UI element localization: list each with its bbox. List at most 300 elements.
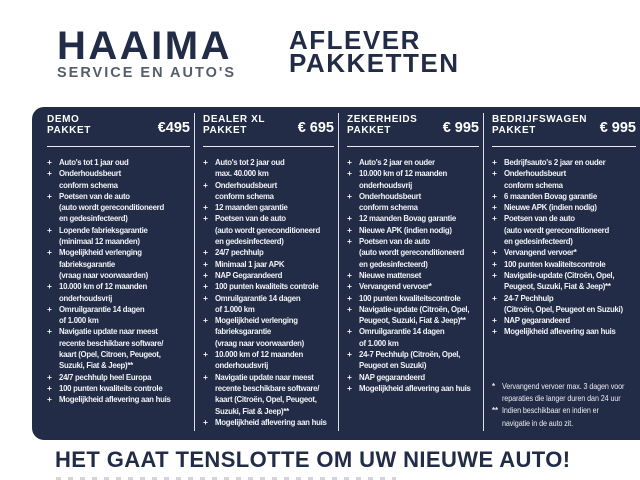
list-item	[347, 315, 479, 326]
list-item-text: kaart (Citroën, Opel, Peugeot,	[215, 394, 317, 405]
list-item-text: Nieuwe APK (indien nodig)	[504, 202, 597, 213]
package-item-list	[347, 157, 479, 394]
list-item	[203, 349, 334, 360]
list-item-text: (vraag naar voorwaarden)	[59, 269, 148, 280]
list-item-text: of 1.000 km	[59, 315, 99, 326]
list-item-text: Vervangend vervoer max. 3 dagen voor	[502, 381, 625, 391]
package-column-zekerheids	[338, 107, 483, 440]
indent-spacer	[203, 191, 215, 202]
list-item	[347, 157, 479, 168]
list-item	[347, 191, 479, 202]
list-item-text: 12 maanden garantie	[215, 202, 288, 213]
footnote-list	[492, 381, 636, 430]
list-item	[203, 417, 334, 428]
indent-spacer	[203, 168, 215, 179]
list-item-text: Mogelijkheid verlenging	[59, 247, 142, 258]
list-item-text: Mogelijkheid verlenging	[215, 315, 298, 326]
plus-bullet-icon: +	[347, 224, 352, 235]
plus-bullet-icon: +	[347, 157, 352, 167]
list-item-text: recente beschikbare software/	[215, 382, 320, 393]
footer-tagline: HET GAAT TENSLOTTE OM UW NIEUWE AUTO!	[55, 447, 571, 472]
list-item	[492, 281, 636, 292]
plus-bullet-icon: +	[47, 326, 52, 337]
plus-bullet-icon: +	[203, 202, 208, 213]
list-item	[492, 326, 636, 337]
list-item-text: Nieuwe APK (indien nodig)	[359, 224, 452, 235]
plus-bullet-icon: +	[47, 281, 52, 292]
list-item-text: Omruilgarantie 14 dagen	[359, 326, 445, 337]
plus-bullet-icon: +	[203, 269, 208, 280]
list-item	[347, 168, 479, 179]
list-item	[203, 372, 334, 383]
plus-bullet-icon: +	[492, 315, 497, 326]
list-item	[492, 202, 636, 213]
list-item	[347, 372, 479, 383]
list-item	[203, 168, 334, 179]
indent-spacer	[492, 180, 504, 191]
page-title	[289, 25, 460, 78]
plus-bullet-icon: +	[203, 157, 208, 167]
list-item	[347, 259, 479, 270]
list-item	[492, 236, 636, 247]
list-item-text: Mogelijkheid aflevering aan huis	[59, 394, 171, 405]
list-item-text: Peugeot, Suzuki, Fiat & Jeep)**	[504, 281, 611, 292]
plus-bullet-icon: +	[492, 157, 497, 167]
list-item	[47, 202, 190, 213]
package-column-demo	[32, 107, 194, 440]
list-item-text: 10.000 km of 12 maanden	[59, 281, 147, 292]
list-item-text: Bedrijfsauto's 2 jaar en ouder	[504, 157, 606, 167]
indent-spacer	[47, 270, 59, 281]
indent-spacer	[492, 304, 504, 315]
list-item-text: (auto wordt gereconditioneerd	[215, 224, 320, 235]
list-item	[203, 293, 334, 304]
list-item	[347, 360, 479, 371]
list-item	[347, 213, 479, 224]
plus-bullet-icon: +	[203, 179, 208, 190]
list-item-text: NAP gegarandeerd	[359, 371, 425, 382]
list-item	[492, 247, 636, 258]
plus-bullet-icon: +	[347, 382, 352, 393]
list-item-text: of 1.000 km	[215, 303, 255, 314]
plus-bullet-icon: +	[203, 258, 208, 269]
asterisk-marker: *	[492, 381, 496, 391]
list-item-text: Navigatie update naar meest	[215, 371, 314, 382]
list-item	[203, 247, 334, 258]
packages-panel	[32, 107, 640, 440]
list-item-text: en gedesinfecteerd)	[59, 213, 128, 224]
list-item-text: Omruilgarantie 14 dagen	[215, 292, 301, 303]
indent-spacer	[47, 236, 59, 247]
list-item	[203, 180, 334, 191]
list-item	[347, 236, 479, 247]
list-item	[492, 259, 636, 270]
package-header	[203, 114, 334, 147]
package-name	[492, 114, 587, 136]
list-item-text: Onderhoudsbeurt	[59, 168, 121, 179]
list-item	[492, 213, 636, 224]
list-item	[492, 418, 636, 430]
list-item	[492, 393, 636, 405]
list-item-text: navigatie in de auto zit.	[502, 418, 574, 428]
plus-bullet-icon: +	[492, 213, 497, 224]
plus-bullet-icon: +	[47, 157, 52, 167]
list-item-text: fabrieksgarantie	[59, 258, 116, 269]
list-item	[492, 168, 636, 179]
list-item	[47, 157, 190, 168]
list-item-text: conform schema	[59, 179, 118, 190]
indent-spacer	[47, 315, 59, 326]
package-name	[47, 114, 91, 136]
package-name-line2: PAKKET	[347, 125, 391, 136]
list-item-text: NAP gegarandeerd	[504, 315, 570, 326]
list-item	[47, 247, 190, 258]
list-item-text: onderhoudsvrij	[359, 179, 413, 190]
plus-bullet-icon: +	[347, 190, 352, 201]
plus-bullet-icon: +	[47, 371, 52, 382]
list-item	[347, 383, 479, 394]
list-item-text: Poetsen van de auto	[504, 213, 575, 224]
list-item	[47, 315, 190, 326]
list-item-text: en gedesinfecteerd)	[215, 236, 284, 247]
plus-bullet-icon: +	[492, 190, 497, 201]
list-item	[492, 405, 636, 417]
plus-bullet-icon: +	[203, 281, 208, 292]
plus-bullet-icon: +	[203, 416, 208, 427]
package-item-list	[203, 157, 334, 428]
plus-bullet-icon: +	[203, 247, 208, 258]
indent-spacer	[47, 293, 59, 304]
indent-spacer	[492, 393, 502, 405]
list-item	[347, 338, 479, 349]
plus-bullet-icon: +	[347, 236, 352, 247]
package-price: € 995	[599, 120, 636, 136]
list-item	[47, 180, 190, 191]
column-divider	[338, 113, 339, 431]
list-item	[492, 225, 636, 236]
list-item-text: 10.000 km of 12 maanden	[359, 168, 447, 179]
list-item-text: 100 punten kwaliteits controle	[215, 281, 319, 292]
indent-spacer	[203, 406, 215, 417]
list-item-text: 100 punten kwaliteitscontrole	[504, 258, 606, 269]
indent-spacer	[47, 338, 59, 349]
indent-spacer	[203, 360, 215, 371]
list-item-text: Navigatie-update (Citroën, Opel,	[504, 269, 615, 280]
plus-bullet-icon: +	[492, 258, 497, 269]
logo-text: HAAIMA	[57, 24, 232, 68]
plus-bullet-icon: +	[347, 269, 352, 280]
indent-spacer	[47, 202, 59, 213]
list-item	[47, 281, 190, 292]
plus-bullet-icon: +	[47, 394, 52, 405]
list-item	[47, 168, 190, 179]
list-item	[47, 326, 190, 337]
list-item	[347, 225, 479, 236]
list-item-text: conform schema	[359, 202, 418, 213]
list-item	[347, 293, 479, 304]
list-item	[347, 349, 479, 360]
list-item-text: (auto wordt gereconditioneerd	[504, 224, 609, 235]
list-item	[47, 349, 190, 360]
list-item-text: 12 maanden Bovag garantie	[359, 213, 456, 224]
package-header	[347, 114, 479, 147]
list-item-text: recente beschikbare software/	[59, 337, 164, 348]
list-item-text: Omruilgarantie 14 dagen	[59, 303, 145, 314]
list-item-text: en gedesinfecteerd)	[359, 258, 428, 269]
list-item-text: conform schema	[504, 179, 563, 190]
list-item	[203, 202, 334, 213]
list-item	[203, 270, 334, 281]
list-item	[47, 191, 190, 202]
list-item	[347, 304, 479, 315]
indent-spacer	[347, 360, 359, 371]
plus-bullet-icon: +	[492, 202, 497, 213]
package-item-list	[492, 157, 636, 338]
list-item	[47, 213, 190, 224]
list-item-text: 24-7 Pechhulp (Citroën, Opel,	[359, 349, 461, 360]
package-name-line1: DEMO	[47, 114, 80, 125]
plus-bullet-icon: +	[492, 247, 497, 258]
list-item	[203, 157, 334, 168]
list-item-text: Peugeot, Suzuki, Fiat & Jeep)**	[359, 315, 466, 326]
list-item-text: max. 40.000 km	[215, 168, 269, 179]
list-item	[203, 259, 334, 270]
list-item-text: (auto wordt gereconditioneerd	[359, 247, 464, 258]
list-item-text: 100 punten kwaliteits controle	[59, 382, 163, 393]
list-item-text: Poetsen van de auto	[59, 190, 130, 201]
package-header	[47, 114, 190, 147]
plus-bullet-icon: +	[347, 213, 352, 224]
list-item	[47, 338, 190, 349]
indent-spacer	[47, 259, 59, 270]
list-item	[47, 293, 190, 304]
page-title-line2: PAKKETTEN	[289, 47, 460, 78]
list-item	[47, 394, 190, 405]
plus-bullet-icon: +	[347, 371, 352, 382]
indent-spacer	[492, 281, 504, 292]
plus-bullet-icon: +	[347, 168, 352, 179]
indent-spacer	[492, 418, 502, 430]
list-item	[203, 281, 334, 292]
plus-bullet-icon: +	[203, 213, 208, 224]
indent-spacer	[47, 213, 59, 224]
plus-bullet-icon: +	[347, 292, 352, 303]
package-name-line1: ZEKERHEIDS	[347, 114, 418, 125]
list-item-text: Suzuki, Fiat & Jeep)**	[59, 360, 133, 371]
list-item-text: Poetsen van de auto	[215, 213, 286, 224]
list-item-text: Vervangend vervoer*	[504, 247, 577, 258]
list-item	[347, 202, 479, 213]
plus-bullet-icon: +	[347, 349, 352, 360]
list-item	[203, 225, 334, 236]
logo-subtitle: SERVICE EN AUTO'S	[57, 65, 236, 81]
indent-spacer	[492, 236, 504, 247]
plus-bullet-icon: +	[347, 281, 352, 292]
package-item-list	[47, 157, 190, 406]
list-item	[492, 157, 636, 168]
list-item-text: (Citroën, Opel, Peugeot en Suzuki)	[504, 303, 623, 314]
indent-spacer	[203, 236, 215, 247]
package-price: €495	[157, 120, 190, 136]
list-item	[492, 270, 636, 281]
plus-bullet-icon: +	[47, 190, 52, 201]
page-title-line1: AFLEVER	[289, 25, 421, 55]
list-item	[203, 326, 334, 337]
list-item	[203, 383, 334, 394]
indent-spacer	[347, 180, 359, 191]
list-item	[203, 315, 334, 326]
package-column-bedrijfswagen	[483, 107, 640, 440]
list-item	[347, 247, 479, 258]
list-item-text: (minimaal 12 maanden)	[59, 236, 140, 247]
list-item-text: reparaties die langer duren dan 24 uur	[502, 394, 621, 404]
list-item-text: conform schema	[215, 190, 274, 201]
list-item-text: onderhoudsvrij	[215, 360, 269, 371]
plus-bullet-icon: +	[47, 382, 52, 393]
plus-bullet-icon: +	[492, 292, 497, 303]
plus-bullet-icon: +	[47, 303, 52, 314]
package-name-line1: DEALER XL	[203, 114, 266, 125]
asterisk-marker: **	[492, 406, 499, 416]
package-name-line2: PAKKET	[492, 125, 536, 136]
list-item-text: Minimaal 1 jaar APK	[215, 258, 285, 269]
list-item	[47, 372, 190, 383]
indent-spacer	[47, 180, 59, 191]
list-item-text: 24/7 pechhulp	[215, 247, 264, 258]
indent-spacer	[203, 338, 215, 349]
package-header	[492, 114, 636, 147]
list-item	[492, 304, 636, 315]
list-item-text: 24-7 Pechhulp	[504, 292, 554, 303]
indent-spacer	[347, 202, 359, 213]
plus-bullet-icon: +	[492, 269, 497, 280]
package-price: € 695	[297, 120, 334, 136]
plus-bullet-icon: +	[203, 292, 208, 303]
list-item-text: Mogelijkheid aflevering aan huis	[504, 326, 616, 337]
list-item	[47, 383, 190, 394]
list-item	[47, 225, 190, 236]
package-column-dealer-xl	[194, 107, 338, 440]
list-item-text: 10.000 km of 12 maanden	[215, 349, 303, 360]
indent-spacer	[347, 247, 359, 258]
list-item	[492, 381, 636, 393]
list-item	[203, 338, 334, 349]
list-item-text: Suzuki, Fiat & Jeep)**	[215, 405, 289, 416]
list-item-text: Mogelijkheid aflevering aan huis	[215, 416, 327, 427]
list-item-text: (auto wordt gereconditioneerd	[59, 202, 164, 213]
list-item-text: Peugeot en Suzuki)	[359, 360, 427, 371]
list-item	[492, 191, 636, 202]
list-item	[203, 360, 334, 371]
plus-bullet-icon: +	[203, 371, 208, 382]
list-item-text: 24/7 pechhulp heel Europa	[59, 371, 152, 382]
list-item-text: 6 maanden Bovag garantie	[504, 190, 597, 201]
list-item	[47, 270, 190, 281]
plus-bullet-icon: +	[492, 168, 497, 179]
indent-spacer	[47, 349, 59, 360]
list-item-text: onderhoudsvrij	[59, 292, 113, 303]
list-item	[47, 236, 190, 247]
list-item	[347, 180, 479, 191]
package-name	[203, 114, 265, 136]
list-item-text: (vraag naar voorwaarden)	[215, 337, 304, 348]
plus-bullet-icon: +	[47, 168, 52, 179]
package-name-line2: PAKKET	[47, 125, 91, 136]
list-item	[203, 191, 334, 202]
list-item	[47, 259, 190, 270]
package-price: € 995	[442, 120, 479, 136]
list-item	[492, 293, 636, 304]
list-item-text: Onderhoudsbeurt	[359, 190, 421, 201]
list-item-text: Nieuwe mattenset	[359, 269, 422, 280]
list-item	[203, 406, 334, 417]
list-item-text: Indien beschikbaar en indien er	[502, 406, 599, 416]
package-name	[347, 114, 417, 136]
list-item	[47, 360, 190, 371]
indent-spacer	[492, 225, 504, 236]
list-item	[203, 304, 334, 315]
indent-spacer	[347, 315, 359, 326]
plus-bullet-icon: +	[203, 315, 208, 326]
list-item	[203, 236, 334, 247]
indent-spacer	[203, 383, 215, 394]
list-item-text: Mogelijkheid aflevering aan huis	[359, 382, 471, 393]
list-item-text: Vervangend vervoer*	[359, 281, 432, 292]
list-item-text: Auto's 2 jaar en ouder	[359, 157, 435, 167]
column-divider	[483, 113, 484, 431]
list-item	[347, 281, 479, 292]
plus-bullet-icon: +	[492, 326, 497, 337]
plus-bullet-icon: +	[347, 326, 352, 337]
plus-bullet-icon: +	[47, 247, 52, 258]
column-divider	[194, 113, 195, 431]
package-name-line2: PAKKET	[203, 125, 247, 136]
indent-spacer	[347, 259, 359, 270]
list-item-text: Auto's tot 2 jaar oud	[215, 157, 285, 167]
list-item	[347, 270, 479, 281]
list-item-text: 100 punten kwaliteitscontrole	[359, 292, 461, 303]
list-item-text: Onderhoudsbeurt	[215, 179, 277, 190]
haaima-logo	[57, 24, 236, 81]
list-item-text: en gedesinfecteerd)	[504, 236, 573, 247]
list-item	[47, 304, 190, 315]
list-item-text: Navigatie-update (Citroën, Opel,	[359, 303, 470, 314]
list-item	[492, 315, 636, 326]
package-name-line1: BEDRIJFSWAGEN	[492, 114, 588, 125]
indent-spacer	[203, 326, 215, 337]
list-item-text: of 1.000 km	[359, 337, 399, 348]
indent-spacer	[203, 394, 215, 405]
list-item	[203, 394, 334, 405]
indent-spacer	[203, 304, 215, 315]
list-item-text: NAP Gegarandeerd	[215, 269, 283, 280]
list-item-text: Onderhoudsbeurt	[504, 168, 566, 179]
list-item-text: Auto's tot 1 jaar oud	[59, 157, 129, 167]
indent-spacer	[47, 360, 59, 371]
list-item	[203, 213, 334, 224]
list-item-text: Lopende fabrieksgarantie	[59, 224, 148, 235]
indent-spacer	[347, 338, 359, 349]
list-item-text: Poetsen van de auto	[359, 236, 430, 247]
list-item-text: kaart (Opel, Citroen, Peugeot,	[59, 349, 161, 360]
list-item-text: fabrieksgarantie	[215, 326, 272, 337]
plus-bullet-icon: +	[347, 303, 352, 314]
list-item	[347, 326, 479, 337]
plus-bullet-icon: +	[203, 349, 208, 360]
plus-bullet-icon: +	[47, 224, 52, 235]
indent-spacer	[203, 225, 215, 236]
list-item	[492, 180, 636, 191]
